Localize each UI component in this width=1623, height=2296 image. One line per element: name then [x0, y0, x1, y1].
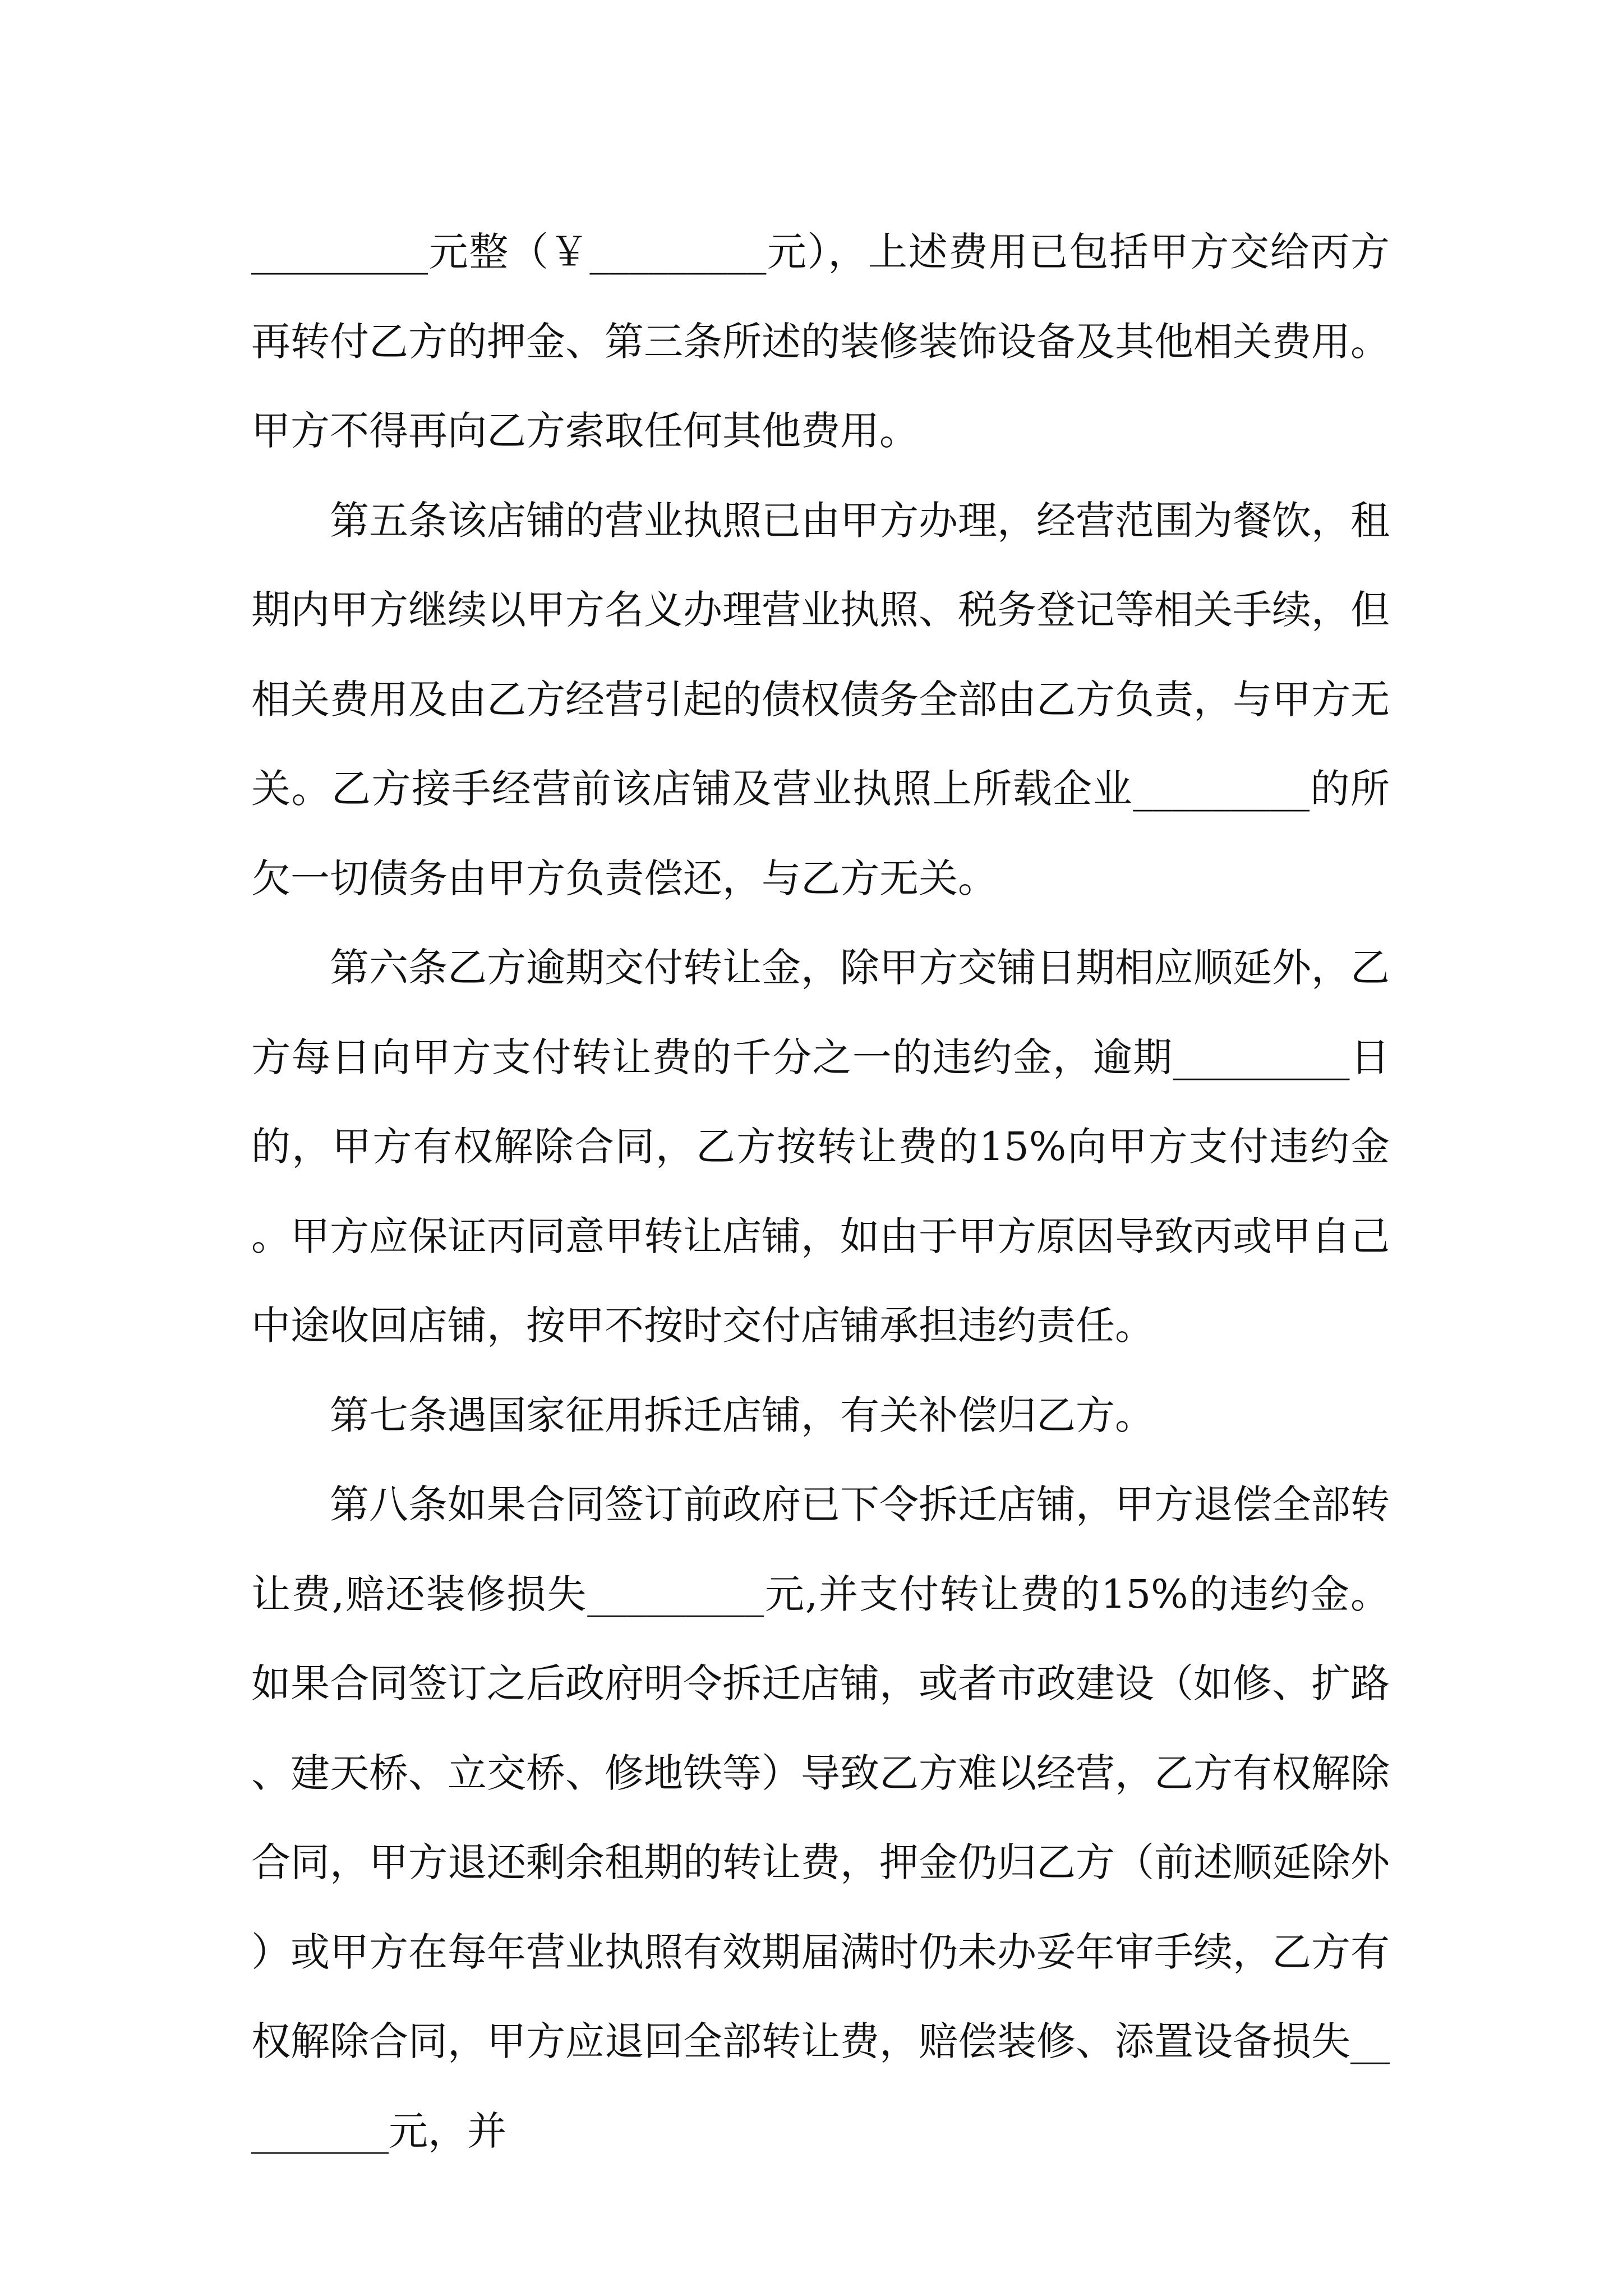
paragraph-article-6: 第六条乙方逾期交付转让金，除甲方交铺日期相应顺延外，乙方每日向甲方支付转让费的千分之一的违约金，逾期_________日的，甲方有权解除合同，乙方按转让费的15%向甲方支付违约金。甲方应保证丙同意甲转让店铺，如由于甲方原因导致丙或甲自己中途收回店铺，按甲不按时交付店铺承担违约责任。 — [251, 945, 1390, 1349]
paragraph-article-5: 第五条该店铺的营业执照已由甲方办理，经营范围为餐饮，租期内甲方继续以甲方名义办理营业执照、税务登记等相关手续，但相关费用及由乙方经营引起的债权债务全部由乙方负责，与甲方无关。乙方接手经营前该店铺及营业执照上所载企业_________的所欠一切债务由甲方负责偿还，与乙方无关。 — [251, 497, 1390, 901]
document-body — [251, 208, 1390, 2176]
paragraph-article-7: 第七条遇国家征用拆迁店铺，有关补偿归乙方。 — [330, 1392, 1154, 1438]
paragraph-article-8: 第八条如果合同签订前政府已下令拆迁店铺，甲方退偿全部转让费,赔还装修损失_________元,并支付转让费的15%的违约金。如果合同签订之后政府明令拆迁店铺，或者市政建设（如修、扩路、建天桥、立交桥、修地铁等）导致乙方难以经营，乙方有权解除合同，甲方退还剩余租期的转让费，押金仍归乙方（前述顺延除外）或甲方在每年营业执照有效期届满时仍未办妥年审手续，乙方有权解除合同，甲方应退回全部转让费，赔偿装修、添置设备损失_________元，并 — [251, 1481, 1390, 2154]
paragraph-fee-continued: _________元整（￥_________元），上述费用已包括甲方交给丙方再转付乙方的押金、第三条所述的装修装饰设备及其他相关费用。甲方不得再向乙方索取任何其他费用。 — [251, 229, 1390, 454]
